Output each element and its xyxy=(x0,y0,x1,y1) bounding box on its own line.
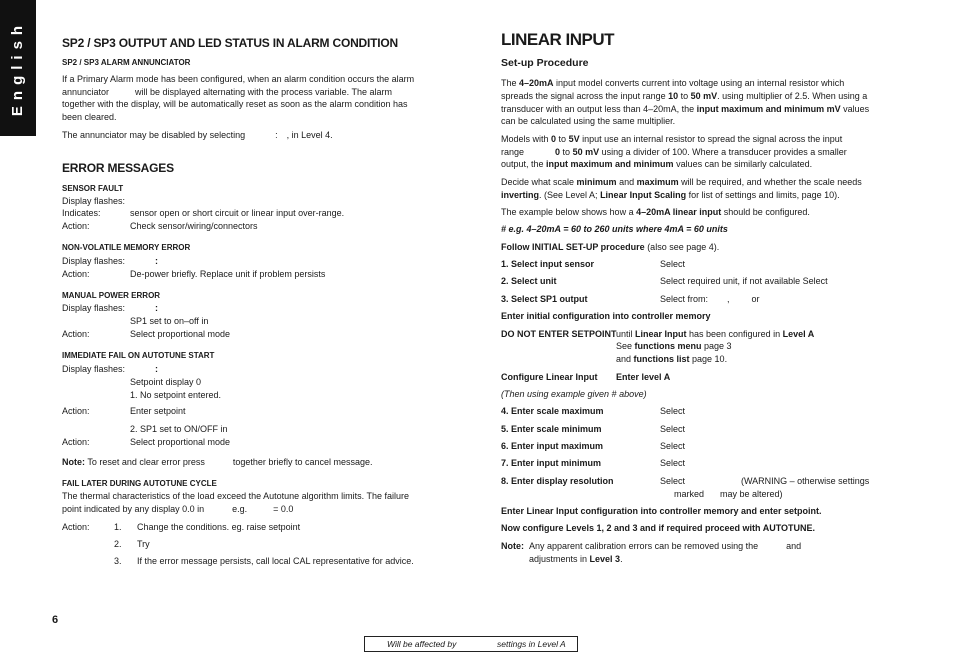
step-action: Select required unit, if not available Select xyxy=(660,276,828,286)
page-title: LINEAR INPUT xyxy=(501,30,614,49)
models-line: output, the input maximum and minimum values can be similarly calculated. xyxy=(501,159,813,169)
annunciator-text-line: annunciator will be displayed alternating with the process variable. The alarm xyxy=(62,87,393,97)
annunciator-heading: SP2 / SP3 ALARM ANNUNCIATOR xyxy=(62,58,191,67)
colon-mark: : xyxy=(155,364,158,374)
models-line: range 0 to 50 mV using a divider of 100. Where a transducer provides a smaller xyxy=(501,147,847,157)
nvm-action-text: De-power briefly. Replace unit if problem persists xyxy=(130,269,326,279)
page-subtitle: Set-up Procedure xyxy=(501,57,589,69)
annunciator-text-line: been cleared. xyxy=(62,112,117,122)
warning-text: (WARNING – otherwise settings xyxy=(741,476,870,486)
colon-mark: : xyxy=(155,303,158,313)
see-functions-line: See functions menu page 3 xyxy=(616,341,732,351)
error-messages-heading: ERROR MESSAGES xyxy=(62,161,174,175)
annunciator-text-line: If a Primary Alarm mode has been configured, when an alarm condition occurs the alarm xyxy=(62,74,415,84)
enter-linear-line: Enter Linear Input configuration into controller memory and enter setpoint. xyxy=(501,506,822,516)
decide-line: inverting. (See Level A; Linear Input Scaling for list of settings and limits, page 10). xyxy=(501,190,840,200)
immediate-fail-heading: IMMEDIATE FAIL ON AUTOTUNE START xyxy=(62,351,215,360)
step-label: 6. Enter input maximum xyxy=(501,441,604,451)
display-flashes-label: Display flashes: xyxy=(62,196,126,206)
alarm-condition-heading: SP2 / SP3 OUTPUT AND LED STATUS IN ALARM CONDITION xyxy=(62,36,399,50)
do-not-enter-text: until Linear Input has been configured in Level A xyxy=(616,329,815,339)
indicates-text: sensor open or short circuit or linear input over-range. xyxy=(130,208,345,218)
language-side-tab xyxy=(0,0,36,136)
enter-initial-line: Enter initial configuration into controller memory xyxy=(501,311,711,321)
indicates-label: Indicates: xyxy=(62,208,101,218)
page-number: 6 xyxy=(52,614,59,626)
footer-note-right: settings in Level A xyxy=(497,639,566,649)
display-flashes-label: Display flashes: xyxy=(62,256,126,266)
calibration-note-label: Note: xyxy=(501,541,524,551)
ifa-line: 2. SP1 set to ON/OFF in xyxy=(130,424,228,434)
ifa-line: Setpoint display 0 xyxy=(130,377,202,387)
step-label: 1. Select input sensor xyxy=(501,259,595,269)
intro-line: transducer with an output less than 4–20mA, the input maximum and minimum mV values xyxy=(501,104,870,114)
fla-step-text: Try xyxy=(137,539,150,549)
step-label: 3. Select SP1 output xyxy=(501,294,588,304)
footer-note-box xyxy=(364,636,578,652)
fla-text-line: The thermal characteristics of the load exceed the Autotune algorithm limits. The failure xyxy=(62,491,410,501)
step-label: 4. Enter scale maximum xyxy=(501,406,604,416)
step-action: Select xyxy=(660,424,686,434)
manual-power-error-heading: MANUAL POWER ERROR xyxy=(62,291,161,300)
action-label: Action: xyxy=(62,329,90,339)
reset-note: Note: To reset and clear error press together briefly to cancel message. xyxy=(62,457,373,467)
step-label: 5. Enter scale minimum xyxy=(501,424,602,434)
example-line: # e.g. 4–20mA = 60 to 260 units where 4mA = 60 units xyxy=(501,224,728,234)
models-line: Models with 0 to 5V input use an internal resistor to spread the signal across the input xyxy=(501,134,843,144)
annunciator-text-line: together with the display, will be automatically reset as soon as the alarm condition has xyxy=(62,99,408,109)
step-number: 2. xyxy=(114,539,122,549)
do-not-enter-label: DO NOT ENTER SETPOINT xyxy=(501,329,617,339)
mpe-action-text: Select proportional mode xyxy=(130,329,231,339)
and-functions-line: and functions list page 10. xyxy=(616,354,728,364)
fla-step-text: Change the conditions. eg. raise setpoint xyxy=(137,522,301,532)
ifa-action-text: Enter setpoint xyxy=(130,406,186,416)
step-action: Select xyxy=(660,406,686,416)
step-action: Select xyxy=(660,259,686,269)
language-label: English xyxy=(8,19,26,117)
step-action: Select from: , or xyxy=(660,294,760,304)
fla-text-line: point indicated by any display 0.0 in e.g. = 0.0 xyxy=(62,504,294,514)
fla-step-text: If the error message persists, call local CAL representative for advice. xyxy=(137,556,414,566)
sensor-fault-heading: SENSOR FAULT xyxy=(62,184,124,193)
display-flashes-label: Display flashes: xyxy=(62,364,126,374)
intro-line: spreads the signal across the input range 10 to 50 mV. using multiplier of 2.5. When using a xyxy=(501,91,868,101)
fail-later-heading: FAIL LATER DURING AUTOTUNE CYCLE xyxy=(62,479,217,488)
step-action: Select xyxy=(660,441,686,451)
warning-marked: marked may be altered) xyxy=(674,489,783,499)
action-label: Action: xyxy=(62,522,90,532)
step-action: Select xyxy=(660,476,686,486)
action-label: Action: xyxy=(62,269,90,279)
configure-label: Configure Linear Input xyxy=(501,372,598,382)
then-using-line: (Then using example given # above) xyxy=(501,389,647,399)
display-flashes-label: Display flashes: xyxy=(62,303,126,313)
step-label: 7. Enter input minimum xyxy=(501,458,602,468)
decide-line: Decide what scale minimum and maximum will be required, and whether the scale needs xyxy=(501,177,862,187)
example-intro: The example below shows how a 4–20mA linear input should be configured. xyxy=(501,207,810,217)
enter-level-label: Enter level A xyxy=(616,372,671,382)
calibration-note-line: Any apparent calibration errors can be removed using the and xyxy=(529,541,802,551)
ifa-action2-text: Select proportional mode xyxy=(130,437,231,447)
step-number: 1. xyxy=(114,522,122,532)
action-label: Action: xyxy=(62,437,90,447)
footer-note-left: Will be affected by xyxy=(387,639,457,649)
mpe-line: SP1 set to on–off in xyxy=(130,316,209,326)
step-action: Select xyxy=(660,458,686,468)
action-label: Action: xyxy=(62,406,90,416)
action-label: Action: xyxy=(62,221,90,231)
nvm-error-heading: NON-VOLATILE MEMORY ERROR xyxy=(62,243,191,252)
sensor-action-text: Check sensor/wiring/connectors xyxy=(130,221,258,231)
now-configure-line: Now configure Levels 1, 2 and 3 and if required proceed with AUTOTUNE. xyxy=(501,523,816,533)
colon-mark: : xyxy=(155,256,158,266)
annunciator-disable-text: The annunciator may be disabled by selecting : , in Level 4. xyxy=(62,130,333,140)
follow-line: Follow INITIAL SET-UP procedure (also see page 4). xyxy=(501,242,720,252)
step-label: 2. Select unit xyxy=(501,276,557,286)
step-label: 8. Enter display resolution xyxy=(501,476,614,486)
ifa-line: 1. No setpoint entered. xyxy=(130,390,222,400)
calibration-note-line: adjustments in Level 3. xyxy=(529,554,623,564)
intro-line: can be calculated using the same multiplier. xyxy=(501,116,676,126)
step-number: 3. xyxy=(114,556,122,566)
intro-line: The 4–20mA input model converts current into voltage using an internal resistor which xyxy=(501,78,845,88)
